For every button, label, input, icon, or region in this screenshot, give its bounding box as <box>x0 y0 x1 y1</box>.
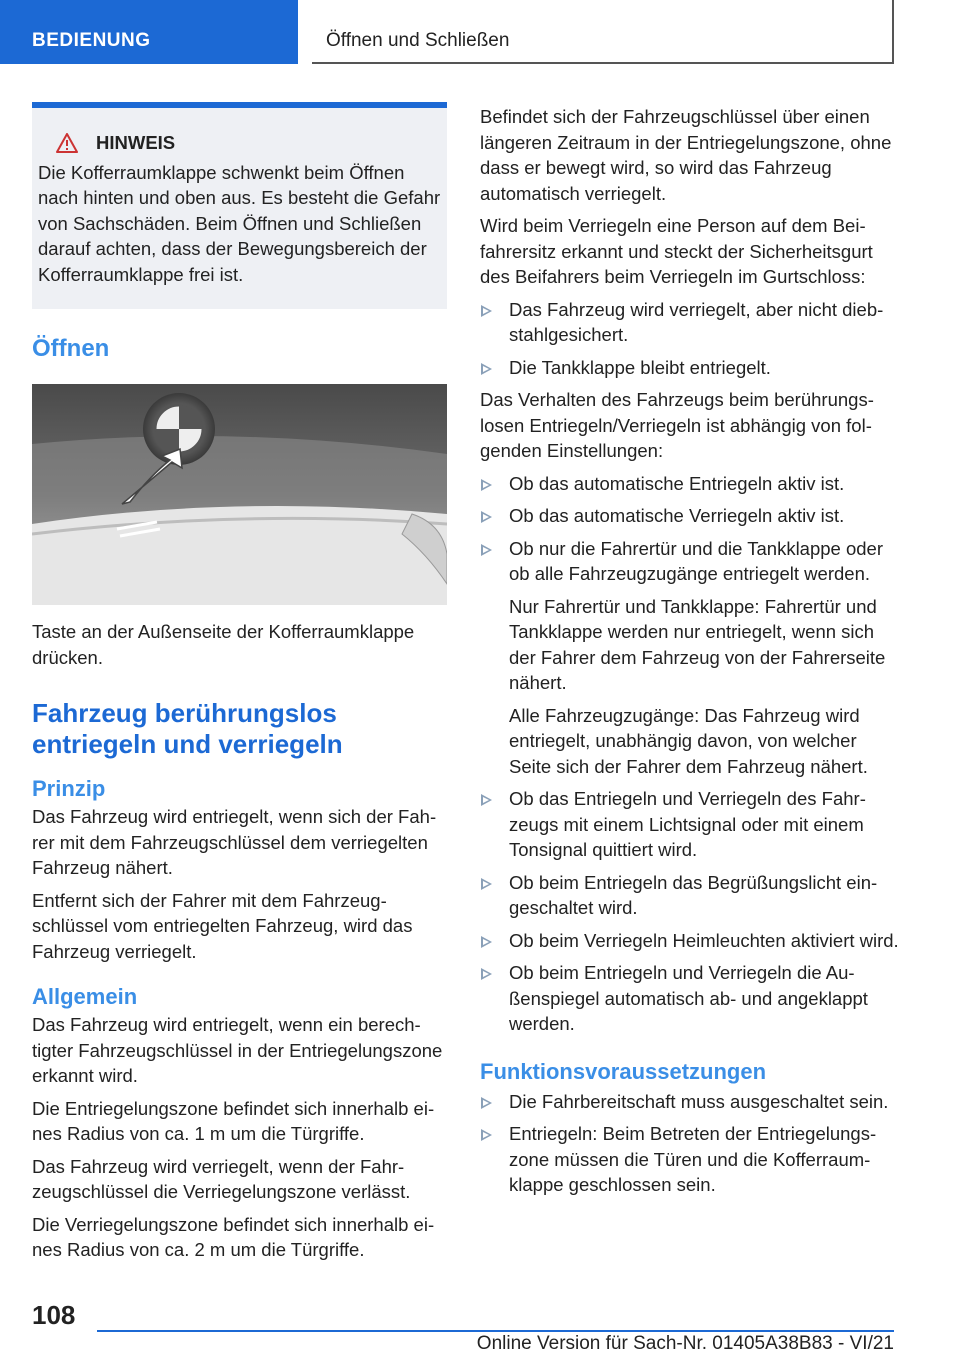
right-text-3: Das Verhalten des Fahrzeugs beim berührungslosen Entriegeln/Verriegeln ist abhängig von folgenden Einstellungen: <box>480 389 874 461</box>
list-item: Die Tankklappe bleibt entriegelt. <box>480 355 900 381</box>
page-number: 108 <box>32 1300 76 1330</box>
header-section-label: BEDIENUNG <box>32 30 151 51</box>
warning-icon <box>56 133 78 153</box>
general-text-1: Das Fahrzeug wird entriegelt, wenn ein berechtigter Fahrzeugschlüssel in der Entriegelungszone erkannt wird. <box>32 1014 443 1086</box>
general-text-2: Die Entriegelungszone befindet sich innerhalb eines Radius von ca. 1 m um die Türgriffe. <box>32 1097 435 1144</box>
right-text-1: Befindet sich der Fahrzeugschlüssel über einen längeren Zeitraum in der Entriegelungszone, ohne dass er bewegt wird, so wird das Fahrzeug automatisch verriegelt. <box>480 106 892 204</box>
bullet-triangle-icon <box>481 794 492 806</box>
footer-divider <box>97 1330 894 1332</box>
general-text-3: Das Fahrzeug wird verriegelt, wenn der Fahrzeugschlüssel die Verriegelungszone verlässt. <box>32 1155 411 1202</box>
bullet-triangle-icon <box>481 936 492 948</box>
notice-title: HINWEIS <box>96 132 176 153</box>
section-heading-open: Öffnen <box>32 335 110 362</box>
notice-title-row <box>38 130 441 156</box>
list-item: Das Fahrzeug wird verriegelt, aber nicht diebstahlgesichert. <box>480 297 900 348</box>
list-item: Die Fahrbereitschaft muss ausgeschaltet sein. <box>480 1089 900 1115</box>
list-item: Ob das automatische Verriegeln aktiv ist. <box>480 503 900 529</box>
bullet-triangle-icon <box>481 479 492 491</box>
list-item: Ob das automatische Entriegeln aktiv ist. <box>480 471 900 497</box>
principle-text-1: Das Fahrzeug wird entriegelt, wenn sich der Fahrer mit dem Fahrzeugschlüssel dem verriegelten Fahrzeug nähert. <box>32 806 437 878</box>
general-text-4: Die Verriegelungszone befindet sich innerhalb eines Radius von ca. 2 m um die Türgriffe. <box>32 1213 435 1260</box>
bullet-list-1 <box>480 297 900 381</box>
sub-text-2: Alle Fahrzeugzugänge: Das Fahrzeug wird entriegelt, unabhängig davon, von welcher Seite sich der Fahrer dem Fahrzeug nähert. <box>509 704 868 777</box>
bullet-list-2 <box>480 471 900 587</box>
list-item: Ob das Entriegeln und Verriegeln des Fahrzeugs mit einem Lichtsignal oder mit einem Tonsignal quittiert wird. <box>480 786 900 863</box>
notice-box <box>32 102 447 309</box>
header-title: Öffnen und Schließen <box>326 30 510 51</box>
bullet-triangle-icon <box>481 305 492 317</box>
bullet-triangle-icon <box>481 968 492 980</box>
list-item: Entriegeln: Beim Betreten der Entriegelungszone müssen die Türen und die Kofferraumklappe geschlossen sein. <box>480 1121 900 1198</box>
header-title-box <box>312 0 894 64</box>
left-column <box>32 102 447 1270</box>
list-item: Ob nur die Fahrertür und die Tankklappe oder ob alle Fahrzeugzugänge entriegelt werden. <box>480 536 900 587</box>
subheading-requirements: Funktionsvoraussetzungen <box>480 1058 767 1084</box>
trunk-button-photo <box>32 384 447 605</box>
bullet-triangle-icon <box>481 544 492 556</box>
bullet-list-3 <box>480 786 900 1037</box>
header-section-tab <box>0 0 298 64</box>
right-column <box>480 104 900 1205</box>
bullet-triangle-icon <box>481 878 492 890</box>
bullet-triangle-icon <box>481 363 492 375</box>
sub-text-1: Nur Fahrertür und Tankklappe: Fahrertür und Tankklappe werden nur entriegelt, wenn sich der Fahrer dem Fahrzeug von der Fahrerseite nähert. <box>509 595 886 693</box>
bullet-list-requirements <box>480 1089 900 1198</box>
list-item: Ob beim Verriegeln Heimleuchten aktiviert wird. <box>480 928 900 954</box>
list-item: Ob beim Entriegeln und Verriegeln die Außenspiegel automatisch ab- und angeklappt werden. <box>480 960 900 1037</box>
open-caption: Taste an der Außenseite der Kofferraumklappe drücken. <box>32 621 415 668</box>
bullet-triangle-icon <box>481 1097 492 1109</box>
principle-text-2: Entfernt sich der Fahrer mit dem Fahrzeugschlüssel vom entriegelten Fahrzeug, wird das Fahrzeug verriegelt. <box>32 889 413 962</box>
subheading-general: Allgemein <box>32 984 138 1009</box>
subheading-principle: Prinzip <box>32 776 106 801</box>
right-text-2: Wird beim Verriegeln eine Person auf dem Beifahrersitz erkannt und steckt der Sicherheitsgurt des Beifahrers beim Verriegeln im Gurtschloss: <box>480 215 873 287</box>
section-heading-keyless: Fahrzeug berührungslos entriegeln und verriegeln <box>32 698 343 759</box>
notice-text: Die Kofferraumklappe schwenkt beim Öffnen nach hinten und oben aus. Es besteht die Gefahr von Sachschäden. Beim Öffnen und Schließen darauf achten, dass der Bewegungsbereich der Kofferraumklappe frei ist. <box>38 161 441 285</box>
bullet-triangle-icon <box>481 1129 492 1141</box>
list-item: Ob beim Entriegeln das Begrüßungslicht eingeschaltet wird. <box>480 870 900 921</box>
footer-text: Online Version für Sach-Nr. 01405A38B83 - VI/21 <box>476 1333 894 1354</box>
bullet-triangle-icon <box>481 511 492 523</box>
